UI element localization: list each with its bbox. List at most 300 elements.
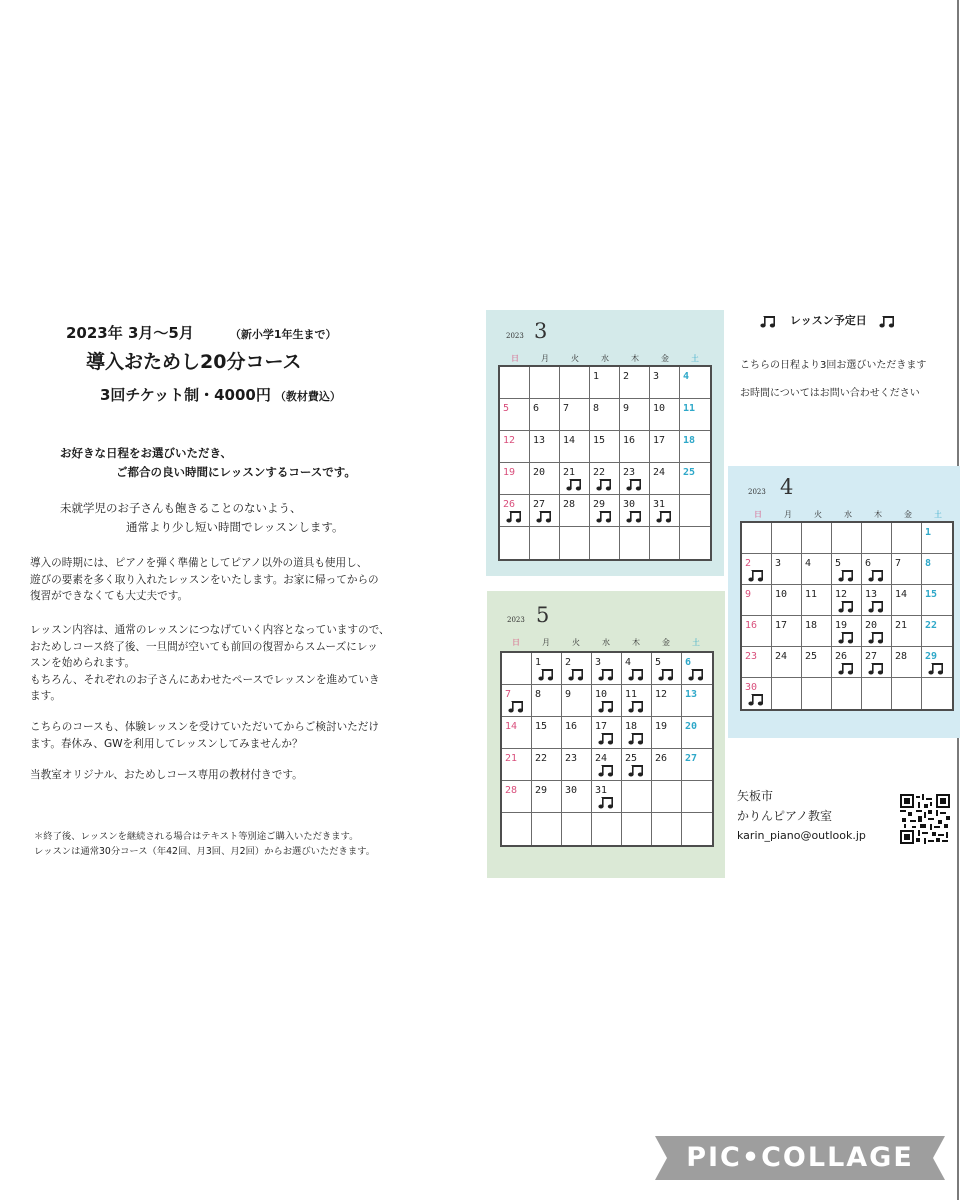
weekday-label: 金 xyxy=(904,510,912,519)
day-number: 5 xyxy=(503,403,510,414)
day-number: 8 xyxy=(925,558,932,569)
day-number: 18 xyxy=(683,435,696,446)
footnotes xyxy=(34,829,375,859)
music-note-icon xyxy=(568,667,586,681)
contact-block xyxy=(737,786,866,846)
intro-text-2: 通常より少し短い時間でレッスンします。 xyxy=(126,520,344,534)
music-note-icon xyxy=(598,731,616,745)
day-number: 12 xyxy=(503,435,516,446)
calendar-day-cell xyxy=(772,585,802,616)
lesson-day-cell xyxy=(742,678,772,709)
calendar-day-cell xyxy=(590,399,620,431)
weekday-label: 水 xyxy=(844,510,852,519)
day-number: 12 xyxy=(835,589,848,600)
paragraph-content xyxy=(30,622,460,705)
day-number: 14 xyxy=(563,435,576,446)
day-number: 1 xyxy=(535,657,542,668)
day-number: 13 xyxy=(865,589,878,600)
calendar-day-cell xyxy=(500,431,530,463)
day-number: 20 xyxy=(533,467,546,478)
day-number: 26 xyxy=(835,651,848,662)
calendar-day-cell xyxy=(650,431,680,463)
lesson-day-cell xyxy=(560,463,590,495)
day-number: 9 xyxy=(745,589,752,600)
day-number: 2 xyxy=(565,657,572,668)
calendar-day-cell xyxy=(802,585,832,616)
music-note-icon xyxy=(928,661,946,675)
weekday-label: 火 xyxy=(572,638,580,647)
lesson-day-cell xyxy=(532,653,562,685)
calendar-day-cell xyxy=(652,749,682,781)
calendar-month: 4 xyxy=(780,475,794,499)
day-number: 11 xyxy=(625,689,638,700)
calendar-day-cell xyxy=(892,647,922,678)
day-number: 3 xyxy=(595,657,602,668)
day-number: 11 xyxy=(683,403,696,414)
calendar-day-cell xyxy=(532,685,562,717)
calendar-day-cell xyxy=(892,585,922,616)
calendar-day-cell xyxy=(500,527,530,559)
music-note-icon xyxy=(598,667,616,681)
calendar-day-cell xyxy=(892,678,922,709)
calendar-day-cell xyxy=(742,523,772,554)
calendar-day-cell xyxy=(802,616,832,647)
day-number: 4 xyxy=(805,558,812,569)
day-number: 28 xyxy=(563,499,576,510)
day-number: 25 xyxy=(683,467,696,478)
weekday-label: 土 xyxy=(691,354,699,363)
calendar-day-cell xyxy=(922,678,952,709)
music-note-icon xyxy=(868,568,886,582)
calendar-day-cell xyxy=(862,523,892,554)
weekday-label: 水 xyxy=(602,638,610,647)
calendar-day-cell xyxy=(802,678,832,709)
day-number: 24 xyxy=(653,467,666,478)
weekday-label: 金 xyxy=(661,354,669,363)
music-note-icon xyxy=(598,763,616,777)
calendar-day-cell xyxy=(650,367,680,399)
lesson-day-cell xyxy=(862,585,892,616)
music-note-icon xyxy=(748,568,766,582)
calendar-day-cell xyxy=(742,647,772,678)
weekday-label: 火 xyxy=(571,354,579,363)
calendar-day-cell xyxy=(862,678,892,709)
day-number: 25 xyxy=(805,651,818,662)
music-note-icon xyxy=(626,477,644,491)
weekday-label: 月 xyxy=(784,510,792,519)
calendar-day-cell xyxy=(532,717,562,749)
lesson-day-cell xyxy=(622,653,652,685)
calendar-day-cell xyxy=(680,495,710,527)
day-number: 12 xyxy=(655,689,668,700)
calendar-day-cell xyxy=(530,367,560,399)
weekday-label: 木 xyxy=(874,510,882,519)
day-number: 24 xyxy=(595,753,608,764)
calendar-day-cell xyxy=(652,813,682,845)
calendar-day-cell xyxy=(772,647,802,678)
calendar-day-cell xyxy=(680,527,710,559)
qr-code-icon[interactable] xyxy=(900,793,950,845)
weekday-label: 日 xyxy=(754,510,762,519)
calendar-day-cell xyxy=(680,367,710,399)
calendar-day-cell xyxy=(502,749,532,781)
calendar-day-cell xyxy=(832,678,862,709)
music-note-icon xyxy=(596,477,614,491)
paragraph-materials xyxy=(30,767,460,784)
calendar-year: 2023 xyxy=(507,616,525,624)
music-note-icon xyxy=(868,661,886,675)
day-number: 5 xyxy=(655,657,662,668)
lesson-day-cell xyxy=(530,495,560,527)
calendar-day-cell xyxy=(652,781,682,813)
music-note-icon xyxy=(868,599,886,613)
lesson-day-cell xyxy=(832,647,862,678)
day-number: 17 xyxy=(595,721,608,732)
music-note-icon xyxy=(628,763,646,777)
paragraph-line: こちらのコースも、体験レッスンを受けていただいてからご検討いただけ xyxy=(30,721,379,733)
weekday-label: 水 xyxy=(601,354,609,363)
day-number: 16 xyxy=(745,620,758,631)
calendar-day-cell xyxy=(650,463,680,495)
calendar-grid xyxy=(740,521,954,711)
footnote-line: レッスンは通常30分コース（年42回、月3回、月2回）からお選びいただきます。 xyxy=(34,846,375,857)
calendar-day-cell xyxy=(590,367,620,399)
lesson-day-cell xyxy=(620,463,650,495)
calendar-day-cell xyxy=(562,749,592,781)
calendar-day-cell xyxy=(680,463,710,495)
weekday-label: 土 xyxy=(692,638,700,647)
lesson-day-cell xyxy=(592,717,622,749)
day-number: 27 xyxy=(685,753,698,764)
music-note-icon xyxy=(688,667,706,681)
calendar-day-cell xyxy=(742,585,772,616)
calendar-day-cell xyxy=(562,813,592,845)
music-note-icon xyxy=(626,509,644,523)
lesson-day-cell xyxy=(622,749,652,781)
day-number: 14 xyxy=(505,721,518,732)
day-number: 10 xyxy=(595,689,608,700)
paragraph-line: レッスン内容は、通常のレッスンにつなげていく内容となっていますので、 xyxy=(30,624,390,636)
day-number: 2 xyxy=(745,558,752,569)
lesson-day-cell xyxy=(590,463,620,495)
lesson-day-cell xyxy=(592,653,622,685)
calendar-day-cell xyxy=(922,616,952,647)
music-note-icon xyxy=(628,699,646,713)
calendar-day-cell xyxy=(620,431,650,463)
calendar-day-cell xyxy=(922,523,952,554)
calendar-month: 5 xyxy=(536,603,550,627)
lesson-day-cell xyxy=(832,554,862,585)
price-note: （教材費込） xyxy=(274,390,341,403)
music-note-icon xyxy=(596,509,614,523)
day-number: 16 xyxy=(623,435,636,446)
day-number: 28 xyxy=(895,651,908,662)
lesson-day-cell xyxy=(620,495,650,527)
music-note-icon xyxy=(566,477,584,491)
calendar-day-cell xyxy=(892,616,922,647)
period-text: 2023年 3月〜5月 xyxy=(66,324,194,342)
day-number: 29 xyxy=(593,499,606,510)
calendar-grid xyxy=(498,365,712,561)
music-note-icon xyxy=(628,667,646,681)
calendar-day-cell xyxy=(652,685,682,717)
calendar-day-cell xyxy=(530,431,560,463)
calendar-day-cell xyxy=(802,554,832,585)
lesson-day-cell xyxy=(862,616,892,647)
music-note-icon xyxy=(598,699,616,713)
calendar-day-cell xyxy=(590,431,620,463)
calendar-day-cell xyxy=(682,749,712,781)
lesson-day-cell xyxy=(862,554,892,585)
calendar-year: 2023 xyxy=(748,488,766,496)
calendar-day-cell xyxy=(772,554,802,585)
calendar-grid xyxy=(500,651,714,847)
lesson-day-cell xyxy=(650,495,680,527)
day-number: 7 xyxy=(505,689,512,700)
day-number: 19 xyxy=(655,721,668,732)
calendar-day-cell xyxy=(562,685,592,717)
weekday-label: 月 xyxy=(542,638,550,647)
weekday-label: 日 xyxy=(511,354,519,363)
calendar-day-cell xyxy=(772,678,802,709)
lesson-day-cell xyxy=(502,685,532,717)
day-number: 27 xyxy=(865,651,878,662)
day-number: 25 xyxy=(625,753,638,764)
city: 矢板市 xyxy=(737,789,774,803)
day-number: 3 xyxy=(775,558,782,569)
calendar-day-cell xyxy=(772,523,802,554)
calendar-day-cell xyxy=(500,463,530,495)
day-number: 30 xyxy=(745,682,758,693)
intro-lead-1: お好きな日程をお選びいただき、 xyxy=(60,446,233,460)
day-number: 7 xyxy=(563,403,570,414)
music-note-icon xyxy=(760,314,778,328)
day-number: 21 xyxy=(895,620,908,631)
paragraph-line: もちろん、それぞれのお子さんにあわせたペースでレッスンを進めていき xyxy=(30,673,380,686)
calendar-march xyxy=(486,310,724,576)
calendar-day-cell xyxy=(502,717,532,749)
calendar-year: 2023 xyxy=(506,332,524,340)
calendar-day-cell xyxy=(772,616,802,647)
calendar-day-cell xyxy=(502,813,532,845)
day-number: 23 xyxy=(565,753,578,764)
paragraph-line: 遊びの要素を多く取り入れたレッスンをいたします。お家に帰ってからの xyxy=(30,573,379,586)
period-heading xyxy=(66,322,337,343)
paragraph-trial xyxy=(30,719,460,752)
day-number: 19 xyxy=(503,467,516,478)
paragraph-line: 導入の時期には、ピアノを弾く準備としてピアノ以外の道具も使用し、 xyxy=(30,557,368,569)
calendar-day-cell xyxy=(592,813,622,845)
day-number: 15 xyxy=(593,435,606,446)
email-address: karin_piano@outlook.jp xyxy=(737,829,866,842)
day-number: 20 xyxy=(685,721,698,732)
day-number: 31 xyxy=(595,785,608,796)
calendar-day-cell xyxy=(532,781,562,813)
day-number: 18 xyxy=(625,721,638,732)
lesson-day-legend xyxy=(760,312,897,328)
day-number: 23 xyxy=(623,467,636,478)
weekday-label: 木 xyxy=(631,354,639,363)
pic-collage-watermark: PIC•COLLAGE xyxy=(655,1136,945,1180)
day-number: 29 xyxy=(925,651,938,662)
music-note-icon xyxy=(879,314,897,328)
day-number: 17 xyxy=(775,620,788,631)
lesson-day-cell xyxy=(592,781,622,813)
day-number: 26 xyxy=(503,499,516,510)
day-number: 15 xyxy=(535,721,548,732)
day-number: 4 xyxy=(683,371,690,382)
calendar-day-cell xyxy=(532,749,562,781)
lesson-day-cell xyxy=(590,495,620,527)
paragraph-line: ます。 xyxy=(30,690,61,702)
weekday-label: 土 xyxy=(934,510,942,519)
calendar-day-cell xyxy=(530,527,560,559)
calendar-day-cell xyxy=(562,781,592,813)
lesson-day-cell xyxy=(622,717,652,749)
music-note-icon xyxy=(838,599,856,613)
calendar-day-cell xyxy=(832,523,862,554)
weekday-label: 金 xyxy=(662,638,670,647)
day-number: 4 xyxy=(625,657,632,668)
footnote-line: ＊終了後、レッスンを継続される場合はテキスト等別途ご購入いただきます。 xyxy=(34,831,359,842)
day-number: 24 xyxy=(775,651,788,662)
music-note-icon xyxy=(838,661,856,675)
weekday-label: 日 xyxy=(512,638,520,647)
calendar-day-cell xyxy=(650,399,680,431)
intro-lead-2: ご都合の良い時間にレッスンするコースです。 xyxy=(116,465,356,479)
calendar-day-cell xyxy=(502,653,532,685)
day-number: 20 xyxy=(865,620,878,631)
lesson-day-cell xyxy=(742,554,772,585)
lesson-day-cell xyxy=(500,495,530,527)
lesson-day-cell xyxy=(652,653,682,685)
calendar-day-cell xyxy=(682,813,712,845)
legend-label: レッスン予定日 xyxy=(789,314,867,327)
calendar-day-cell xyxy=(892,554,922,585)
calendar-day-cell xyxy=(682,781,712,813)
music-note-icon xyxy=(598,795,616,809)
paragraph-introduction xyxy=(30,555,460,605)
day-number: 7 xyxy=(895,558,902,569)
calendar-day-cell xyxy=(742,616,772,647)
music-note-icon xyxy=(656,509,674,523)
day-number: 8 xyxy=(593,403,600,414)
calendar-day-cell xyxy=(560,527,590,559)
day-number: 27 xyxy=(533,499,546,510)
calendar-day-cell xyxy=(682,685,712,717)
paragraph-line: 復習ができなくても大丈夫です。 xyxy=(30,590,189,602)
day-number: 21 xyxy=(563,467,576,478)
paragraph-line: 当教室オリジナル、おためしコース専用の教材付きです。 xyxy=(30,769,303,781)
calendar-day-cell xyxy=(590,527,620,559)
calendar-day-cell xyxy=(802,647,832,678)
day-number: 5 xyxy=(835,558,842,569)
day-number: 1 xyxy=(593,371,600,382)
lesson-day-cell xyxy=(622,685,652,717)
paragraph-line: おためしコース終了後、一旦間が空いても前回の復習からスムーズにレッ xyxy=(30,640,378,653)
lesson-day-cell xyxy=(922,647,952,678)
music-note-icon xyxy=(508,699,526,713)
lesson-day-cell xyxy=(592,749,622,781)
day-number: 10 xyxy=(653,403,666,414)
day-number: 28 xyxy=(505,785,518,796)
calendar-day-cell xyxy=(620,399,650,431)
day-number: 9 xyxy=(565,689,572,700)
lesson-day-cell xyxy=(562,653,592,685)
calendar-day-cell xyxy=(532,813,562,845)
calendar-day-cell xyxy=(562,717,592,749)
music-note-icon xyxy=(628,731,646,745)
calendar-day-cell xyxy=(622,813,652,845)
day-number: 11 xyxy=(805,589,818,600)
day-number: 6 xyxy=(685,657,692,668)
calendar-day-cell xyxy=(620,527,650,559)
calendar-day-cell xyxy=(560,431,590,463)
calendar-april xyxy=(728,466,960,738)
day-number: 2 xyxy=(623,371,630,382)
day-number: 9 xyxy=(623,403,630,414)
lesson-day-cell xyxy=(862,647,892,678)
calendar-day-cell xyxy=(620,367,650,399)
day-number: 14 xyxy=(895,589,908,600)
paragraph-line: ます。春休み、GWを利用してレッスンしてみませんか？ xyxy=(30,737,303,750)
day-number: 29 xyxy=(535,785,548,796)
day-number: 1 xyxy=(925,527,932,538)
lesson-day-cell xyxy=(592,685,622,717)
weekday-label: 月 xyxy=(541,354,549,363)
calendar-month: 3 xyxy=(534,319,548,343)
course-title: 導入おためし20分コース xyxy=(86,351,302,373)
music-note-icon xyxy=(838,630,856,644)
day-number: 19 xyxy=(835,620,848,631)
price-text: 3回チケット制・4000円 xyxy=(100,386,271,404)
calendar-may xyxy=(487,591,725,878)
music-note-icon xyxy=(838,568,856,582)
day-number: 26 xyxy=(655,753,668,764)
price-line xyxy=(100,384,341,405)
day-number: 22 xyxy=(925,620,938,631)
music-note-icon xyxy=(536,509,554,523)
music-note-icon xyxy=(506,509,524,523)
day-number: 13 xyxy=(685,689,698,700)
music-note-icon xyxy=(748,692,766,706)
calendar-day-cell xyxy=(622,781,652,813)
day-number: 13 xyxy=(533,435,546,446)
day-number: 16 xyxy=(565,721,578,732)
calendar-day-cell xyxy=(500,399,530,431)
calendar-day-cell xyxy=(680,399,710,431)
calendar-day-cell xyxy=(922,554,952,585)
calendar-day-cell xyxy=(922,585,952,616)
lesson-day-cell xyxy=(682,653,712,685)
day-number: 18 xyxy=(805,620,818,631)
calendar-day-cell xyxy=(650,527,680,559)
calendar-day-cell xyxy=(652,717,682,749)
calendar-day-cell xyxy=(530,463,560,495)
music-note-icon xyxy=(868,630,886,644)
calendar-day-cell xyxy=(560,495,590,527)
day-number: 8 xyxy=(535,689,542,700)
day-number: 10 xyxy=(775,589,788,600)
paragraph-line: スンを始められます。 xyxy=(30,657,136,669)
day-number: 6 xyxy=(533,403,540,414)
calendar-day-cell xyxy=(680,431,710,463)
calendar-day-cell xyxy=(530,399,560,431)
calendar-day-cell xyxy=(682,717,712,749)
music-note-icon xyxy=(538,667,556,681)
school-name: かりんピアノ教室 xyxy=(737,809,833,823)
day-number: 6 xyxy=(865,558,872,569)
